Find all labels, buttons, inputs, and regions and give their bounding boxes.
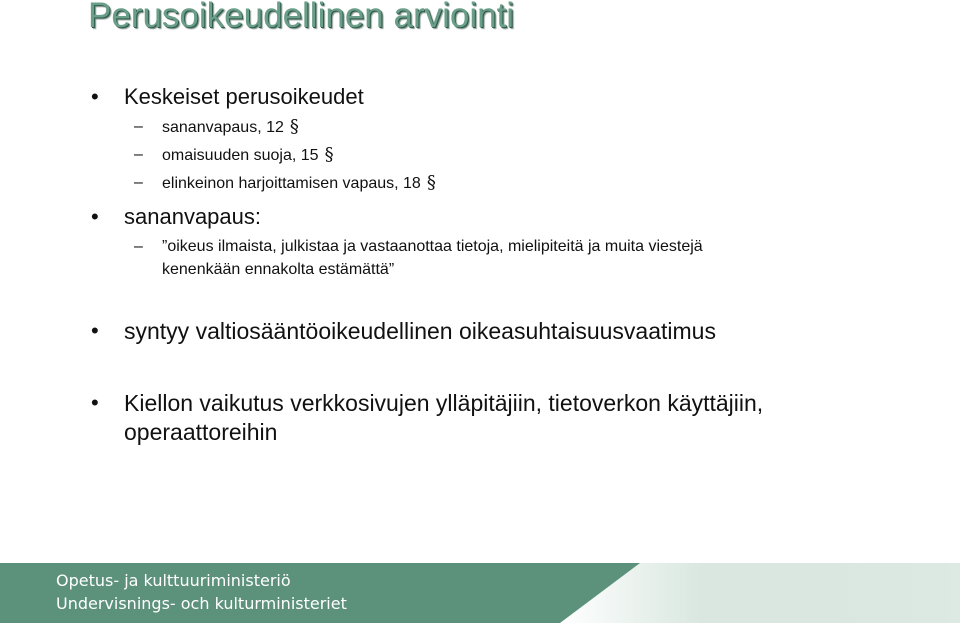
- bullet-free-speech: [91, 203, 261, 230]
- section-sign: §: [324, 144, 334, 165]
- sub-item: [134, 171, 436, 196]
- bullet-text: sananvapaus:: [124, 204, 261, 229]
- ministry-footer: [0, 563, 960, 623]
- bullet-dot: •: [91, 318, 99, 343]
- sub-item-text: elinkeinon harjoittamisen vapaus, 18: [162, 175, 421, 192]
- dash-mark: –: [134, 238, 143, 255]
- bullet-text: operaattoreihin: [124, 419, 278, 445]
- bullet-dot: •: [91, 390, 99, 415]
- bullet-ban-effects-cont: [124, 418, 277, 446]
- sub-item-text: sananvapaus, 12: [162, 119, 284, 136]
- bullet-key-rights: [91, 83, 364, 110]
- slide-title: Perusoikeudellinen arviointi: [88, 0, 515, 35]
- bullet-text: syntyy valtiosääntöoikeudellinen oikeasuhtaisuusvaatimus: [124, 318, 716, 344]
- bullet-ban-effects: [91, 389, 764, 417]
- sub-item-quote: [134, 235, 703, 259]
- bullet-proportionality: [91, 317, 716, 345]
- dash-mark: –: [134, 174, 143, 191]
- dash-mark: –: [134, 118, 143, 135]
- sub-item-text: omaisuuden suoja, 15: [162, 147, 319, 164]
- quote-line: kenenkään ennakolta estämättä”: [162, 261, 395, 278]
- quote-line: ”oikeus ilmaista, julkistaa ja vastaanottaa tietoja, mielipiteitä ja muita viestejä: [162, 238, 703, 255]
- bullet-text: Kiellon vaikutus verkkosivujen ylläpitäjiin, tietoverkon käyttäjiin,: [124, 390, 764, 416]
- bullet-dot: •: [91, 204, 99, 229]
- ministry-name-sv: Undervisnings- och kulturministeriet: [56, 594, 347, 613]
- section-sign: §: [426, 172, 436, 193]
- ministry-name-fi: Opetus- ja kulttuuriministeriö: [56, 571, 291, 590]
- bullet-text: Keskeiset perusoikeudet: [124, 84, 364, 109]
- dash-mark: –: [134, 146, 143, 163]
- sub-item: [134, 143, 334, 168]
- sub-item-quote-cont: [162, 258, 394, 282]
- section-sign: §: [289, 116, 299, 137]
- bullet-dot: •: [91, 84, 99, 109]
- sub-item: [134, 115, 299, 140]
